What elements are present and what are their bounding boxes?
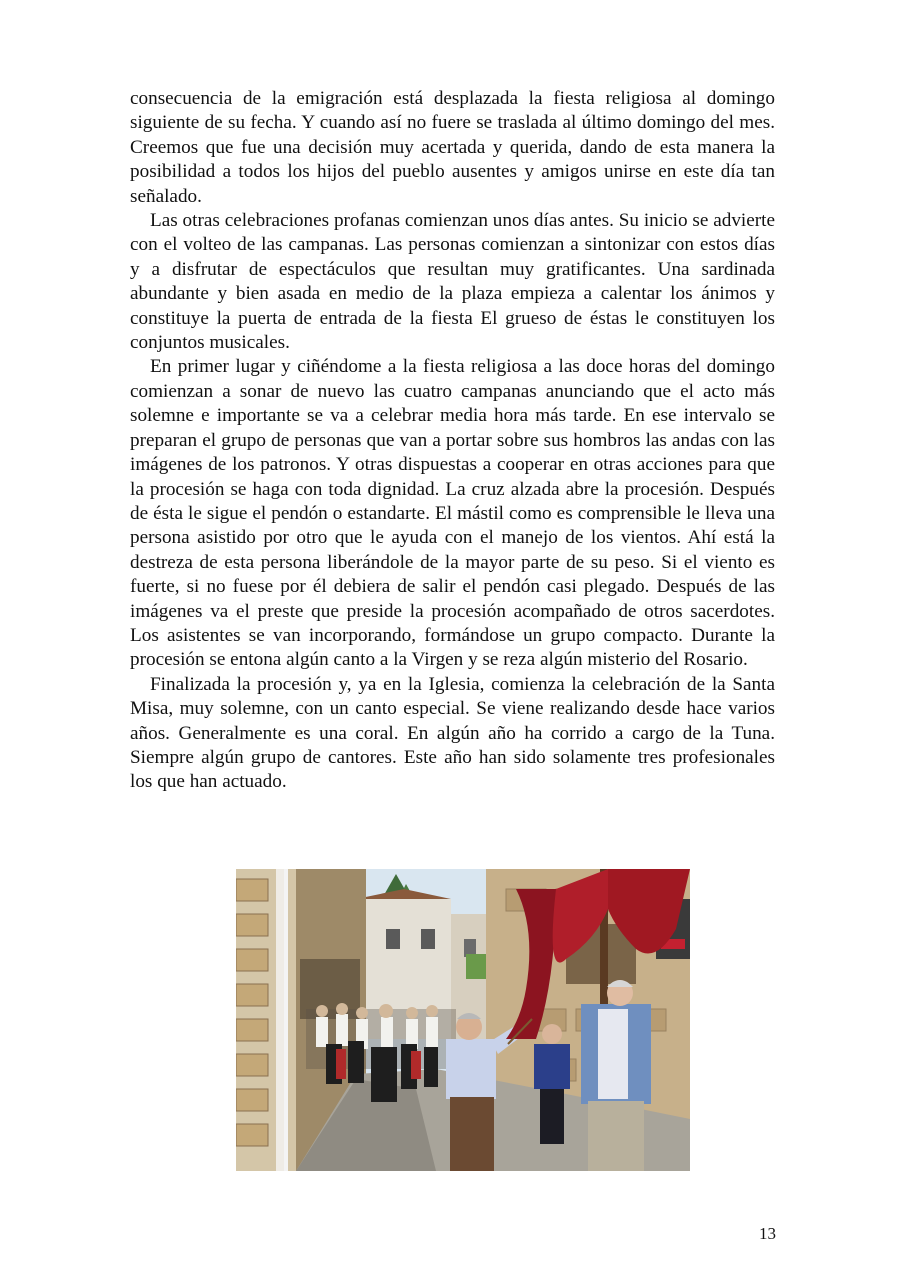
paragraph-3: En primer lugar y ciñéndome a la fiesta religiosa a las doce horas del domingo comienzan a sonar de nuevo las cuatro campanas anunciando que el acto más solemne e importante se va a celebrar media hora más tarde. En ese intervalo se preparan el grupo de personas que van a portar sobre sus hombros las andas con las imágenes de los patronos. Y otras dispuestas a cooperar en otras acciones para que la procesión se haga con toda dignidad. La cruz alzada abre la procesión. Después de ésta le sigue el pendón o estandarte. El mástil como es comprensible le lleva una persona asistido por otro que le ayuda con el manejo de los vientos. Ahí está la destreza de esta persona liberándole de la mayor parte de su peso. Si el viento es fuerte, si no fuese por él debiera de salir el pendón casi plegado. Después de las imágenes va el preste que preside la procesión acompañado de otros sacerdotes. Los asistentes se van incorporando, formándose un grupo compacto. Durante la procesión se entona algún canto a la Virgen y se reza algún misterio del Rosario.: [130, 356, 775, 671]
body-text: [130, 87, 775, 795]
procession-photo: [236, 869, 690, 1171]
paragraph-4: Finalizada la procesión y, ya en la Iglesia, comienza la celebración de la Santa Misa, muy solemne, con un canto especial. Se viene realizando desde hace varios años. Generalmente es una coral. En algún año ha corrido a cargo de la Tuna. Siempre algún grupo de cantores. Este año han sido solamente tres profesionales los que han actuado.: [130, 673, 775, 793]
paragraph-1: consecuencia de la emigración está desplazada la fiesta religiosa al domingo siguiente de su fecha. Y cuando así no fuere se traslada al último domingo del mes. Creemos que fue una decisión muy acertada y querida, dando de esta manera la posibilidad a todos los hijos del pueblo ausentes y amigos unirse en este día tan señalado.: [130, 88, 775, 207]
paragraph-2: Las otras celebraciones profanas comienzan unos días antes. Su inicio se advierte con el volteo de las campanas. Las personas comienzan a sintonizar con estos días y a disfrutar de espectáculos que resultan muy gratificantes. Una sardinada abundante y bien asada en medio de la plaza empieza a calentar los ánimos y constituye la puerta de entrada de la fiesta El grueso de éstas le constituyen los conjuntos musicales.: [130, 210, 775, 354]
page-number: 13: [759, 1224, 776, 1243]
